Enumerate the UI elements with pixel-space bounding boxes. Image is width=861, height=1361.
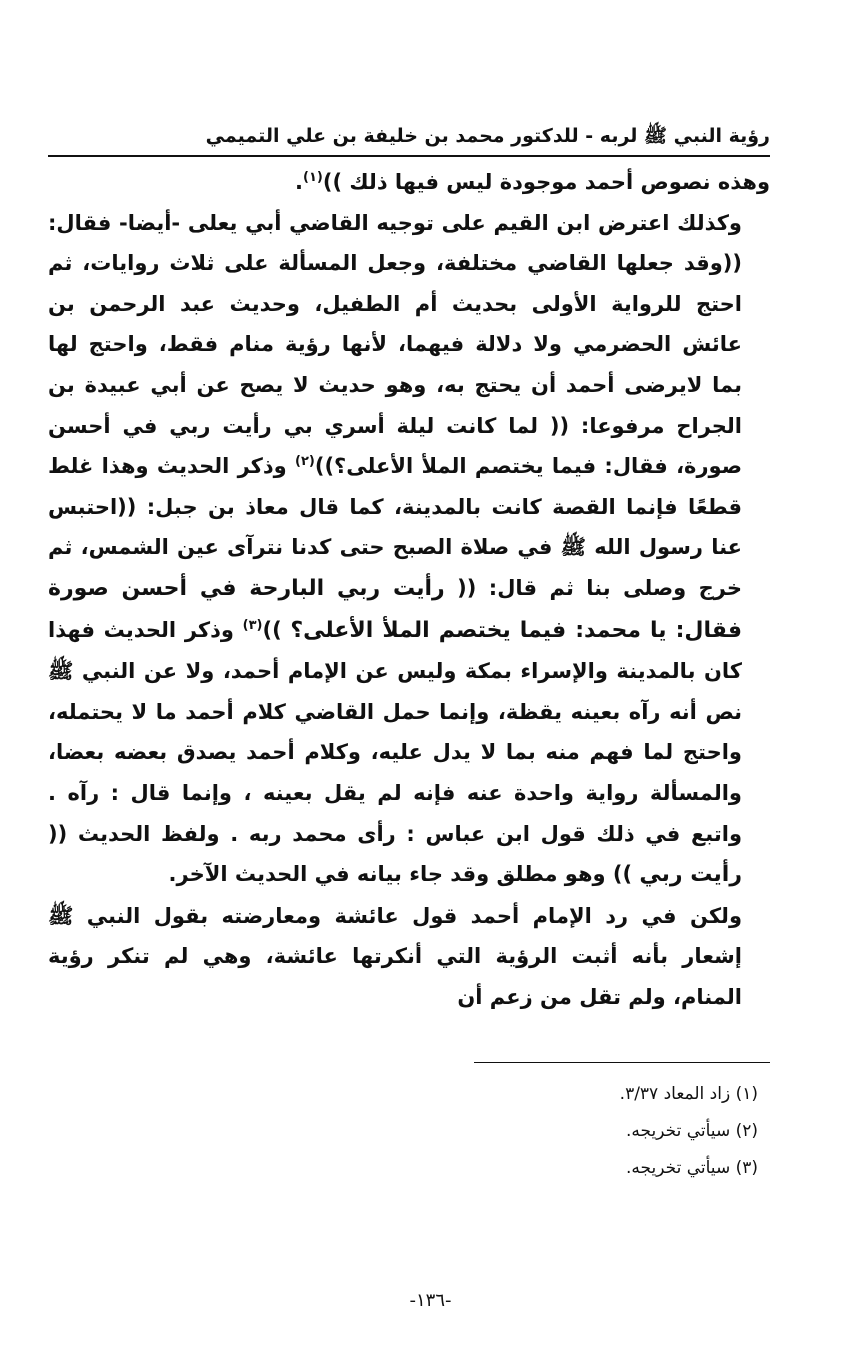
paragraph-3 [48,896,770,1018]
paragraph-2 [48,203,770,896]
footnote-3: (٣) سيأتي تخريجه. [626,1158,758,1178]
header-divider [48,155,770,157]
paragraph-1 [48,162,770,203]
running-header-title: رؤية النبي ﷺ لربه - للدكتور محمد بن خليفة بن علي التميمي [205,125,770,147]
footnote-ref-3: (٣) [242,617,263,633]
paragraph-2-text-a: وكذلك اعترض ابن القيم على توجيه القاضي أبي يعلى -أيضا- فقال: ((وقد جعلها القاضي مختلفة، وجعل المسألة على ثلاث روايات، ثم احتج للرواية الأولى بحديث أم الطفيل، وحديث عبد الرحمن بن عائش الحضرمي ولا دلالة فيهما، لأنها رؤية منام فقط، واحتج لها بما لايرضى أحمد أن يحتج به، وهو حديث لا يصح عن أبي عبيدة بن الجراح مرفوعا: (( لما كانت ليلة أسري بي رأيت ربي في أحسن صورة، فقال: فيما يختصم الملأ الأعلى؟)) [48,210,742,479]
paragraph-1-text: وهذه نصوص أحمد موجودة ليس فيها ذلك )) [322,170,770,194]
paragraph-2-text-e: )) وهو مطلق وقد جاء بيانه في الحديث الآخر. [168,862,640,887]
paragraph-2-text-c: )) [262,617,291,642]
page-number: -١٣٦- [409,1290,452,1311]
footnote-divider [474,1062,770,1063]
hadith-quote-2: رأيت ربي [639,862,742,888]
main-text [48,162,770,1017]
footnote-ref-2: (٢) [295,454,315,470]
footnote-ref-1: (١) [303,170,323,185]
footnotes [48,1076,770,1187]
paragraph-2-text-b: وذكر الحديث وهذا غلط قطعًا فإنما القصة كانت بالمدينة، كما قال معاذ بن جبل: ((احتبس عنا رسول الله ﷺ في صلاة الصبح حتى كدنا نترآى عين الشمس، ثم خرج وصلى بنا ثم قال: (( [48,454,743,600]
hadith-quote: رأيت ربي البارحة في أحسن صورة فقال: يا محمد: فيما يختصم الملأ الأعلى؟ [48,575,742,643]
paragraph-1-end: . [295,170,304,194]
paragraph-3-text: ولكن في رد الإمام أحمد قول عائشة ومعارضته بقول النبي ﷺ إشعار بأنه أثبت الرؤية التي أنكرتها عائشة، وهي لم تنكر رؤية المنام، ولم تقل من زعم أن [48,903,742,1009]
footnote-2: (٢) سيأتي تخريجه. [626,1121,758,1141]
running-header [48,118,770,154]
footnote-1: (١) زاد المعاد ٣/٣٧. [619,1084,758,1104]
paragraph-2-text-d: وذكر الحديث فهذا كان بالمدينة والإسراء بمكة وليس عن الإمام أحمد، ولا عن النبي ﷺ نص أنه رآه بعينه يقظة، وإنما حمل القاضي كلام أحمد ما لا يحتمله، واحتج لما فهم منه بما لا يدل عليه، وكلام أحمد يصدق بعضه بعضا، والمسألة رواية واحدة عنه فإنه لم يقل بعينه ، وإنما قال : رآه . واتبع في ذلك قول ابن عباس : رأى محمد ربه . ولفظ الحديث (( [48,617,742,846]
